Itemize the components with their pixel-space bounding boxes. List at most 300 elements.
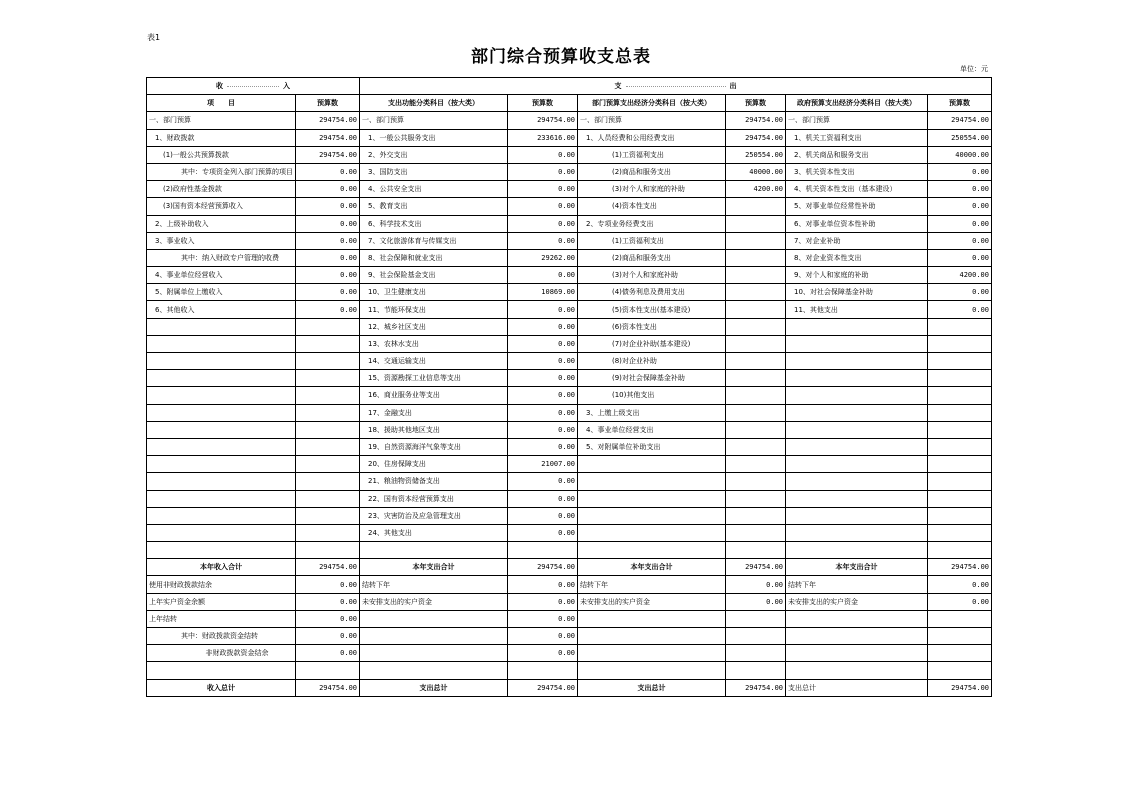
- gov-econ-amount-cell: [928, 387, 992, 404]
- gov-econ-cell: 9、对个人和家庭的补助: [786, 267, 928, 284]
- income-header-left: 收: [216, 82, 223, 91]
- dept-econ-cell: (2)商品和服务支出: [578, 249, 726, 266]
- dept-econ-amount-cell: [726, 335, 786, 352]
- dept-econ-amount-cell: [726, 456, 786, 473]
- gov-econ-amount-cell: [928, 542, 992, 559]
- dept-econ-cell: 4、事业单位经营支出: [578, 421, 726, 438]
- dept-econ-cell: (1)工资福利支出: [578, 146, 726, 163]
- func-class-cell: [360, 662, 508, 679]
- gov-econ-amount-cell: 0.00: [928, 198, 992, 215]
- gov-econ-amount-cell: 0.00: [928, 284, 992, 301]
- func-class-cell: 7、文化旅游体育与传媒支出: [360, 232, 508, 249]
- gov-econ-amount-cell: 0.00: [928, 593, 992, 610]
- gov-econ-amount-cell: [928, 335, 992, 352]
- func-class-cell: [360, 645, 508, 662]
- dept-econ-amount-cell: [726, 318, 786, 335]
- income-amount-cell: 0.00: [296, 593, 360, 610]
- table-row: [147, 198, 992, 215]
- dept-econ-amount-cell: 250554.00: [726, 146, 786, 163]
- gov-econ-cell: 11、其他支出: [786, 301, 928, 318]
- income-item-cell: [147, 404, 296, 421]
- gov-econ-cell: [786, 490, 928, 507]
- income-item-cell: (2)政府性基金拨款: [147, 181, 296, 198]
- gov-econ-cell: [786, 404, 928, 421]
- dept-econ-amount-cell: [726, 421, 786, 438]
- gov-econ-cell: [786, 662, 928, 679]
- gov-econ-cell: [786, 610, 928, 627]
- dept-econ-amount-cell: 0.00: [726, 576, 786, 593]
- dept-econ-cell: (3)对个人和家庭补助: [578, 267, 726, 284]
- table-row: [147, 181, 992, 198]
- dept-econ-amount-cell: [726, 473, 786, 490]
- income-item-cell: [147, 490, 296, 507]
- gov-econ-amount-cell: 0.00: [928, 215, 992, 232]
- income-amount-cell: 0.00: [296, 181, 360, 198]
- func-amount-cell: 0.00: [508, 163, 578, 180]
- dept-econ-cell: (4)资本性支出: [578, 198, 726, 215]
- table-row: [147, 645, 992, 662]
- func-amount-cell: 0.00: [508, 576, 578, 593]
- dept-econ-cell: 未安排支出的实户资金: [578, 593, 726, 610]
- func-amount-cell: 0.00: [508, 335, 578, 352]
- dept-econ-amount-cell: [726, 198, 786, 215]
- table-row: [147, 524, 992, 541]
- gov-econ-cell: 6、对事业单位资本性补助: [786, 215, 928, 232]
- income-amount-cell: 0.00: [296, 232, 360, 249]
- table-row: [147, 215, 992, 232]
- dept-econ-amount-cell: 294754.00: [726, 679, 786, 696]
- income-item-cell: 一、部门预算: [147, 112, 296, 129]
- income-item-cell: [147, 335, 296, 352]
- table-row: [147, 507, 992, 524]
- func-class-cell: 19、自然资源海洋气象等支出: [360, 438, 508, 455]
- dept-econ-amount-cell: [726, 249, 786, 266]
- income-amount-cell: [296, 473, 360, 490]
- dept-econ-cell: (9)对社会保障基金补助: [578, 370, 726, 387]
- income-amount-cell: 0.00: [296, 645, 360, 662]
- gov-econ-amount-cell: [928, 645, 992, 662]
- dept-econ-cell: 本年支出合计: [578, 559, 726, 576]
- dept-econ-cell: [578, 542, 726, 559]
- func-class-cell: [360, 542, 508, 559]
- gov-econ-amount-cell: [928, 507, 992, 524]
- func-amount-cell: 0.00: [508, 318, 578, 335]
- income-item-cell: 4、事业单位经营收入: [147, 267, 296, 284]
- income-amount-cell: 0.00: [296, 576, 360, 593]
- gov-econ-amount-cell: [928, 662, 992, 679]
- income-item-cell: 1、财政拨款: [147, 129, 296, 146]
- func-amount-cell: 0.00: [508, 610, 578, 627]
- gov-econ-cell: [786, 387, 928, 404]
- income-amount-cell: 0.00: [296, 198, 360, 215]
- income-amount-cell: 0.00: [296, 163, 360, 180]
- gov-econ-cell: [786, 421, 928, 438]
- dept-econ-cell: 3、上缴上级支出: [578, 404, 726, 421]
- gov-econ-cell: [786, 318, 928, 335]
- func-amount-cell: 0.00: [508, 146, 578, 163]
- dept-econ-amount-cell: [726, 507, 786, 524]
- col-header-amount-1: 预算数: [296, 95, 360, 112]
- gov-econ-amount-cell: [928, 456, 992, 473]
- func-amount-cell: 0.00: [508, 438, 578, 455]
- func-class-cell: 10、卫生健康支出: [360, 284, 508, 301]
- gov-econ-cell: [786, 335, 928, 352]
- func-amount-cell: 0.00: [508, 421, 578, 438]
- func-amount-cell: 0.00: [508, 507, 578, 524]
- func-amount-cell: 0.00: [508, 628, 578, 645]
- table-row: [147, 129, 992, 146]
- dept-econ-amount-cell: [726, 232, 786, 249]
- gov-econ-amount-cell: [928, 370, 992, 387]
- income-amount-cell: [296, 438, 360, 455]
- gov-econ-amount-cell: 294754.00: [928, 679, 992, 696]
- gov-econ-amount-cell: 250554.00: [928, 129, 992, 146]
- func-amount-cell: 0.00: [508, 473, 578, 490]
- func-class-cell: 未安排支出的实户资金: [360, 593, 508, 610]
- gov-econ-amount-cell: [928, 404, 992, 421]
- col-header-dept-econ: 部门预算支出经济分类科目（按大类）: [578, 95, 726, 112]
- gov-econ-amount-cell: 0.00: [928, 301, 992, 318]
- table-row: [147, 284, 992, 301]
- table-row: [147, 610, 992, 627]
- income-item-cell: 其中：纳入财政专户管理的收费: [147, 249, 296, 266]
- income-amount-cell: 294754.00: [296, 679, 360, 696]
- gov-econ-amount-cell: [928, 524, 992, 541]
- gov-econ-cell: [786, 542, 928, 559]
- gov-econ-cell: 一、部门预算: [786, 112, 928, 129]
- dept-econ-amount-cell: [726, 404, 786, 421]
- func-class-cell: 16、商业服务业等支出: [360, 387, 508, 404]
- func-amount-cell: 0.00: [508, 232, 578, 249]
- func-amount-cell: [508, 662, 578, 679]
- dept-econ-amount-cell: 0.00: [726, 593, 786, 610]
- dept-econ-amount-cell: [726, 610, 786, 627]
- func-amount-cell: 294754.00: [508, 559, 578, 576]
- income-amount-cell: 294754.00: [296, 112, 360, 129]
- table-row: [147, 387, 992, 404]
- func-class-cell: 15、资源勘探工业信息等支出: [360, 370, 508, 387]
- income-item-cell: 收入总计: [147, 679, 296, 696]
- income-amount-cell: 0.00: [296, 215, 360, 232]
- dept-econ-cell: (7)对企业补助(基本建设): [578, 335, 726, 352]
- dept-econ-amount-cell: 40000.00: [726, 163, 786, 180]
- income-amount-cell: [296, 318, 360, 335]
- func-class-cell: 5、教育支出: [360, 198, 508, 215]
- table-row: [147, 370, 992, 387]
- dept-econ-amount-cell: [726, 645, 786, 662]
- func-class-cell: 支出总计: [360, 679, 508, 696]
- table-row: [147, 490, 992, 507]
- func-class-cell: 9、社会保险基金支出: [360, 267, 508, 284]
- func-class-cell: 13、农林水支出: [360, 335, 508, 352]
- gov-econ-cell: [786, 353, 928, 370]
- table-row: [147, 628, 992, 645]
- col-header-amount-4: 预算数: [928, 95, 992, 112]
- income-amount-cell: [296, 404, 360, 421]
- expense-header-left: 支: [614, 82, 622, 91]
- gov-econ-cell: [786, 628, 928, 645]
- income-item-cell: 上年结转: [147, 610, 296, 627]
- func-amount-cell: 0.00: [508, 524, 578, 541]
- dept-econ-amount-cell: [726, 370, 786, 387]
- income-item-cell: [147, 438, 296, 455]
- income-item-cell: (1)一般公共预算拨款: [147, 146, 296, 163]
- table-row: [147, 318, 992, 335]
- gov-econ-cell: 未安排支出的实户资金: [786, 593, 928, 610]
- table-row: [147, 593, 992, 610]
- income-item-cell: 上年实户资金余额: [147, 593, 296, 610]
- func-amount-cell: 0.00: [508, 370, 578, 387]
- table-row: [147, 438, 992, 455]
- income-amount-cell: 0.00: [296, 284, 360, 301]
- income-amount-cell: [296, 456, 360, 473]
- dept-econ-amount-cell: 294754.00: [726, 559, 786, 576]
- income-amount-cell: 0.00: [296, 628, 360, 645]
- table-row: [147, 301, 992, 318]
- dept-econ-amount-cell: [726, 524, 786, 541]
- income-item-cell: 使用非财政拨款结余: [147, 576, 296, 593]
- gov-econ-amount-cell: 0.00: [928, 249, 992, 266]
- income-item-cell: 6、其他收入: [147, 301, 296, 318]
- func-class-cell: 23、灾害防治及应急管理支出: [360, 507, 508, 524]
- income-item-cell: 本年收入合计: [147, 559, 296, 576]
- func-class-cell: 20、住房保障支出: [360, 456, 508, 473]
- gov-econ-amount-cell: 0.00: [928, 163, 992, 180]
- group-header-row: [147, 78, 992, 95]
- table-row: [147, 163, 992, 180]
- gov-econ-cell: 4、机关资本性支出（基本建设）: [786, 181, 928, 198]
- gov-econ-cell: [786, 524, 928, 541]
- func-class-cell: 18、援助其他地区支出: [360, 421, 508, 438]
- dept-econ-cell: (3)对个人和家庭的补助: [578, 181, 726, 198]
- dept-econ-amount-cell: [726, 438, 786, 455]
- income-amount-cell: [296, 490, 360, 507]
- gov-econ-amount-cell: [928, 353, 992, 370]
- gov-econ-cell: [786, 473, 928, 490]
- dept-econ-amount-cell: [726, 542, 786, 559]
- dept-econ-cell: (8)对企业补助: [578, 353, 726, 370]
- func-class-cell: 2、外交支出: [360, 146, 508, 163]
- income-amount-cell: [296, 353, 360, 370]
- dept-econ-amount-cell: [726, 387, 786, 404]
- income-item-cell: 2、上级补助收入: [147, 215, 296, 232]
- table-row: [147, 404, 992, 421]
- page-title: 部门综合预算收支总表: [471, 47, 651, 67]
- func-class-cell: 24、其他支出: [360, 524, 508, 541]
- gov-econ-amount-cell: 0.00: [928, 576, 992, 593]
- gov-econ-cell: [786, 370, 928, 387]
- income-amount-cell: 0.00: [296, 249, 360, 266]
- gov-econ-amount-cell: 4200.00: [928, 267, 992, 284]
- dept-econ-amount-cell: [726, 353, 786, 370]
- income-group-header: [147, 78, 360, 95]
- table-row: [147, 559, 992, 576]
- func-amount-cell: 0.00: [508, 490, 578, 507]
- income-item-cell: [147, 662, 296, 679]
- func-class-cell: 本年支出合计: [360, 559, 508, 576]
- income-item-cell: [147, 353, 296, 370]
- gov-econ-amount-cell: 0.00: [928, 181, 992, 198]
- dept-econ-cell: (1)工资福利支出: [578, 232, 726, 249]
- gov-econ-amount-cell: [928, 628, 992, 645]
- income-amount-cell: 294754.00: [296, 129, 360, 146]
- gov-econ-cell: [786, 645, 928, 662]
- column-header-row: [147, 95, 992, 112]
- gov-econ-cell: 7、对企业补助: [786, 232, 928, 249]
- gov-econ-amount-cell: 40000.00: [928, 146, 992, 163]
- income-item-cell: [147, 473, 296, 490]
- func-amount-cell: 0.00: [508, 181, 578, 198]
- income-amount-cell: [296, 387, 360, 404]
- income-item-cell: [147, 318, 296, 335]
- func-class-cell: [360, 628, 508, 645]
- dept-econ-cell: (4)债务利息及费用支出: [578, 284, 726, 301]
- dept-econ-amount-cell: 4200.00: [726, 181, 786, 198]
- func-class-cell: 8、社会保障和就业支出: [360, 249, 508, 266]
- table-row: [147, 232, 992, 249]
- table-row: [147, 662, 992, 679]
- func-amount-cell: 29262.00: [508, 249, 578, 266]
- gov-econ-cell: 支出总计: [786, 679, 928, 696]
- income-amount-cell: [296, 335, 360, 352]
- table-row: [147, 335, 992, 352]
- func-class-cell: 3、国防支出: [360, 163, 508, 180]
- dept-econ-cell: [578, 645, 726, 662]
- income-amount-cell: [296, 542, 360, 559]
- table-row: [147, 353, 992, 370]
- table-row: [147, 679, 992, 696]
- income-item-cell: [147, 542, 296, 559]
- gov-econ-cell: [786, 456, 928, 473]
- income-item-cell: [147, 524, 296, 541]
- gov-econ-amount-cell: [928, 610, 992, 627]
- dept-econ-cell: [578, 628, 726, 645]
- sheet-label: 表1: [147, 33, 161, 42]
- expense-group-header: [360, 78, 992, 95]
- dept-econ-amount-cell: [726, 215, 786, 232]
- dept-econ-cell: 5、对附属单位补助支出: [578, 438, 726, 455]
- dept-econ-cell: 2、专项业务经费支出: [578, 215, 726, 232]
- gov-econ-cell: 5、对事业单位经常性补助: [786, 198, 928, 215]
- table-row: [147, 267, 992, 284]
- table-row: [147, 112, 992, 129]
- dept-econ-cell: [578, 507, 726, 524]
- func-amount-cell: 21007.00: [508, 456, 578, 473]
- income-item-cell: [147, 456, 296, 473]
- gov-econ-amount-cell: [928, 490, 992, 507]
- table-row: [147, 421, 992, 438]
- func-class-cell: 一、部门预算: [360, 112, 508, 129]
- gov-econ-cell: 2、机关商品和服务支出: [786, 146, 928, 163]
- gov-econ-amount-cell: 0.00: [928, 232, 992, 249]
- gov-econ-cell: 10、对社会保障基金补助: [786, 284, 928, 301]
- table-row: [147, 473, 992, 490]
- table-row: [147, 249, 992, 266]
- func-class-cell: 1、一般公共服务支出: [360, 129, 508, 146]
- gov-econ-cell: 8、对企业资本性支出: [786, 249, 928, 266]
- func-amount-cell: 0.00: [508, 404, 578, 421]
- income-amount-cell: [296, 662, 360, 679]
- dept-econ-amount-cell: [726, 267, 786, 284]
- income-amount-cell: 0.00: [296, 301, 360, 318]
- income-item-cell: 其中：专项资金列入部门预算的项目: [147, 163, 296, 180]
- income-amount-cell: 294754.00: [296, 559, 360, 576]
- dept-econ-cell: [578, 524, 726, 541]
- income-header-right: 入: [283, 82, 290, 91]
- func-amount-cell: 10869.00: [508, 284, 578, 301]
- func-amount-cell: 0.00: [508, 267, 578, 284]
- dept-econ-cell: [578, 490, 726, 507]
- gov-econ-cell: 3、机关资本性支出: [786, 163, 928, 180]
- func-class-cell: 21、粮油物资储备支出: [360, 473, 508, 490]
- dept-econ-amount-cell: [726, 490, 786, 507]
- table-row: [147, 456, 992, 473]
- gov-econ-amount-cell: [928, 473, 992, 490]
- income-item-cell: 非财政拨款资金结余: [147, 645, 296, 662]
- unit-label: 单位：元: [960, 65, 988, 73]
- func-amount-cell: 294754.00: [508, 679, 578, 696]
- dept-econ-cell: (5)资本性支出(基本建设): [578, 301, 726, 318]
- income-amount-cell: [296, 421, 360, 438]
- gov-econ-cell: [786, 507, 928, 524]
- dept-econ-amount-cell: [726, 662, 786, 679]
- income-amount-cell: 294754.00: [296, 146, 360, 163]
- dept-econ-cell: 支出总计: [578, 679, 726, 696]
- table-row: [147, 576, 992, 593]
- dept-econ-cell: [578, 662, 726, 679]
- gov-econ-cell: 本年支出合计: [786, 559, 928, 576]
- gov-econ-amount-cell: 294754.00: [928, 559, 992, 576]
- dept-econ-amount-cell: [726, 301, 786, 318]
- income-amount-cell: 0.00: [296, 610, 360, 627]
- dept-econ-amount-cell: [726, 628, 786, 645]
- col-header-item: 项 目: [147, 95, 296, 112]
- budget-table: [146, 77, 992, 697]
- func-class-cell: 14、交通运输支出: [360, 353, 508, 370]
- gov-econ-amount-cell: [928, 438, 992, 455]
- dept-econ-cell: 1、人员经费和公用经费支出: [578, 129, 726, 146]
- func-amount-cell: 0.00: [508, 387, 578, 404]
- func-amount-cell: 0.00: [508, 198, 578, 215]
- gov-econ-cell: 结转下年: [786, 576, 928, 593]
- gov-econ-cell: 1、机关工资福利支出: [786, 129, 928, 146]
- income-amount-cell: [296, 370, 360, 387]
- func-class-cell: [360, 610, 508, 627]
- func-amount-cell: 0.00: [508, 593, 578, 610]
- income-item-cell: 3、事业收入: [147, 232, 296, 249]
- dept-econ-cell: 一、部门预算: [578, 112, 726, 129]
- income-item-cell: [147, 370, 296, 387]
- dept-econ-cell: (6)资本性支出: [578, 318, 726, 335]
- col-header-amount-3: 预算数: [726, 95, 786, 112]
- func-amount-cell: 233616.00: [508, 129, 578, 146]
- func-class-cell: 6、科学技术支出: [360, 215, 508, 232]
- col-header-amount-2: 预算数: [508, 95, 578, 112]
- dept-econ-amount-cell: [726, 284, 786, 301]
- func-amount-cell: 0.00: [508, 353, 578, 370]
- func-class-cell: 结转下年: [360, 576, 508, 593]
- dept-econ-cell: [578, 473, 726, 490]
- col-header-gov-econ: 政府预算支出经济分类科目（按大类）: [786, 95, 928, 112]
- income-item-cell: 5、附属单位上缴收入: [147, 284, 296, 301]
- income-item-cell: [147, 507, 296, 524]
- table-row: [147, 146, 992, 163]
- func-amount-cell: [508, 542, 578, 559]
- func-class-cell: 11、节能环保支出: [360, 301, 508, 318]
- expense-header-right: 出: [729, 82, 737, 91]
- func-class-cell: 22、国有资本经营预算支出: [360, 490, 508, 507]
- income-amount-cell: [296, 524, 360, 541]
